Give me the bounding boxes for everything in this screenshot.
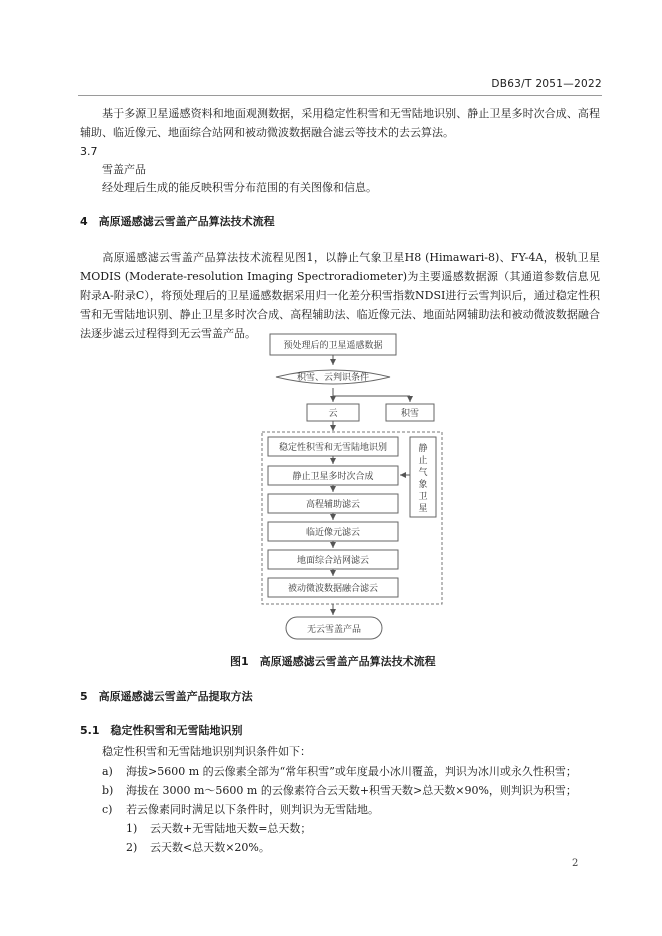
list-marker-c: c) (102, 803, 113, 816)
flow-end-label: 无云雪盖产品 (306, 625, 362, 635)
flow-start-label: 预处理后的卫星遥感数据 (283, 341, 383, 351)
svg-text:卫: 卫 (418, 492, 428, 502)
flow-cloud-label: 云 (328, 409, 338, 419)
flow-step-6-label: 被动微波数据融合滤云 (287, 584, 379, 594)
section-3-7-number: 3.7 (80, 145, 98, 158)
flow-decision-label: 积雪、云判识条件 (296, 373, 370, 383)
flow-step-2-label: 静止卫星多时次合成 (292, 472, 374, 482)
sublist-item-2: 云天数<总天数×20%。 (150, 841, 270, 854)
svg-text:静: 静 (418, 444, 428, 454)
list-item-b: 海拔在 3000 m～5600 m 的云像素符合云天数+积雪天数>总天数×90%，则判识为积雪； (126, 784, 577, 797)
list-marker-b: b) (102, 784, 114, 797)
flow-step-4-label: 临近像元滤云 (305, 528, 361, 538)
svg-text:象: 象 (418, 480, 428, 490)
figure-caption: 图1 高原遥感滤云雪盖产品算法技术流程 (230, 655, 436, 668)
list-item-c: 若云像素同时满足以下条件时，则判识为无雪陆地。 (126, 803, 379, 816)
page-number: 2 (572, 858, 579, 869)
sublist-marker-1: 1) (126, 822, 138, 835)
flow-step-3-label: 高程辅助滤云 (305, 500, 361, 510)
list-item-a: 海拔>5600 m 的云像素全部为“常年积雪”或年度最小冰川覆盖，判识为冰川或永久性积雪； (126, 765, 577, 778)
sublist-item-1: 云天数+无雪陆地天数=总天数； (150, 822, 312, 835)
svg-text:气: 气 (418, 468, 428, 478)
flow-snow-label: 积雪 (400, 409, 420, 419)
section-5-1-intro: 稳定性积雪和无雪陆地识别判识条件如下： (102, 745, 311, 758)
section-3-7-definition: 经处理后生成的能反映积雪分布范围的有关图像和信息。 (102, 181, 377, 194)
svg-text:星: 星 (418, 504, 428, 514)
section-3-7-term: 雪盖产品 (102, 163, 146, 176)
list-marker-a: a) (102, 765, 113, 778)
section-5-1-heading: 5.1 稳定性积雪和无雪陆地识别 (80, 724, 243, 737)
flow-step-5-label: 地面综合站网滤云 (296, 556, 370, 566)
flow-steps (268, 437, 398, 597)
sublist-marker-2: 2) (126, 841, 138, 854)
intro-paragraph-text: 基于多源卫星遥感资料和地面观测数据，采用稳定性积雪和无雪陆地识别、静止卫星多时次合成、高程辅助、临近像元、地面综合站网和被动微波数据融合滤云等技术的去云算法。 (80, 107, 600, 139)
flow-step-1-label: 稳定性积雪和无雪陆地识别 (278, 443, 388, 453)
svg-text:止: 止 (418, 456, 428, 466)
section-5-heading: 5 高原遥感滤云雪盖产品提取方法 (80, 690, 253, 703)
section-4-paragraph-text: 高原遥感滤云雪盖产品算法技术流程见图1，以静止气象卫星H8 (Himawari-8)、FY-4A，极轨卫星MODIS (Moderate-resolution Imaging Spectroradiometer)为主要遥感数据源（其通道参数信息见附录A-附录C），将预处理后的卫星遥感数据采用归一化差分积雪指数NDSI进行云雪判识后，通过稳定性积雪和无雪陆地识别、静止卫星多时次合成、高程辅助法、临近像元法、地面站网辅助法和被动微波数据融合法逐步滤云过程得到无云雪盖产品。 (80, 251, 600, 340)
section-4-heading: 4 高原遥感滤云雪盖产品算法技术流程 (80, 215, 275, 228)
document-code: DB63/T 2051—2022 (491, 78, 602, 90)
